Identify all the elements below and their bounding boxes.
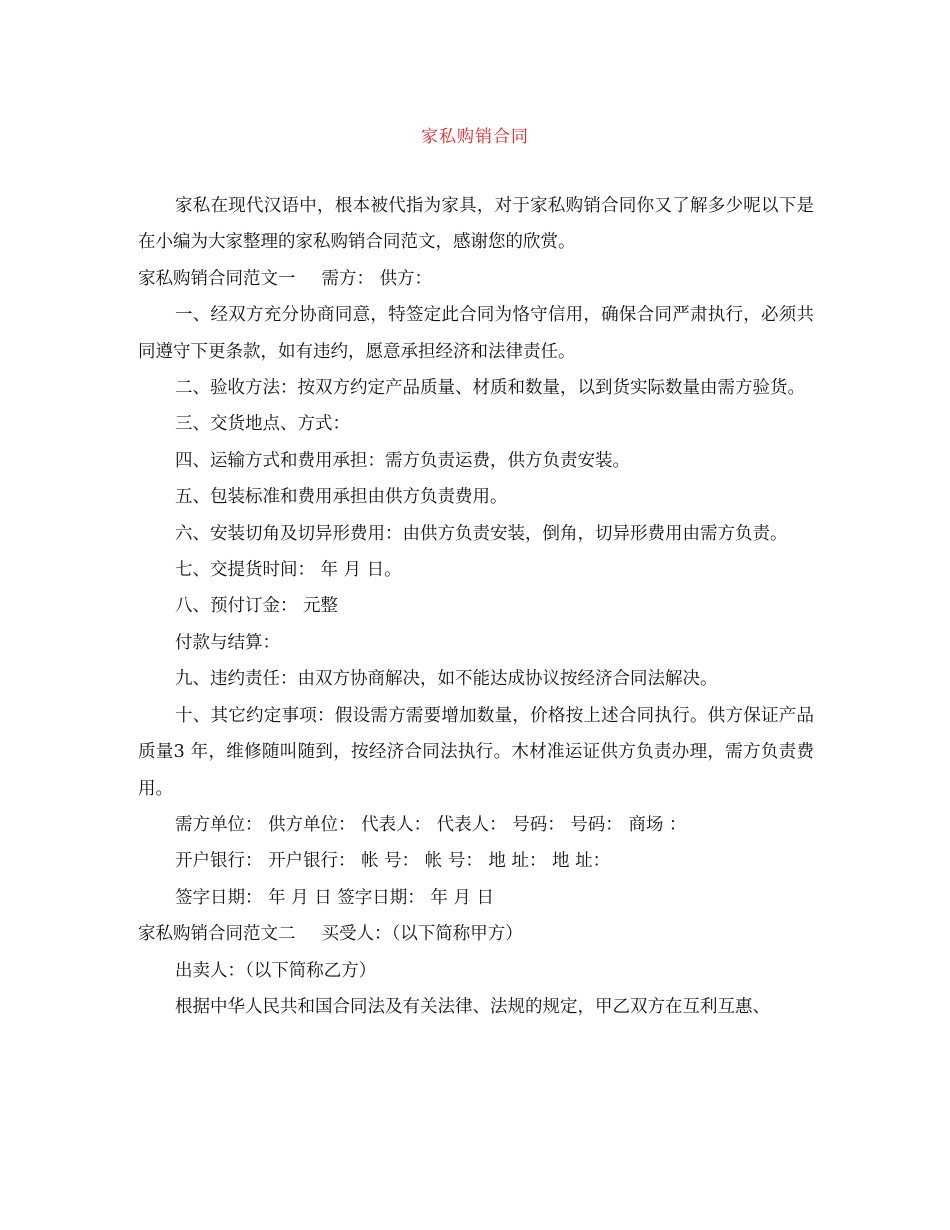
section2-seller: 出卖人：（以下简称乙方） — [175, 960, 377, 981]
signature-units-line: 需方单位： 供方单位： 代表人： 代表人： 号码： 号码： 商场 ： — [175, 814, 687, 835]
clause-2: 二、验收方法：按双方约定产品质量、材质和数量，以到货实际数量由需方验货。 — [175, 378, 805, 399]
clause-10: 十、其它约定事项：假设需方需要增加数量，价格按上述合同执行。供方保证产品质量3 年，维修随叫随到，按经济合同法执行。木材准运证供方负责办理，需方负责费用。 — [138, 705, 814, 799]
payment-line: 付款与结算： — [175, 632, 280, 653]
section2-heading: 家私购销合同范文二 — [138, 924, 296, 945]
clause-8: 八、预付订金： 元整 — [175, 596, 339, 617]
intro-paragraph: 家私在现代汉语中，根本被代指为家具，对于家私购销合同你又了解多少呢以下是在小编为大家整理的家私购销合同范文，感谢您的欣赏。 — [138, 196, 814, 253]
section1-heading: 家私购销合同范文一 — [138, 268, 296, 289]
clause-1: 一、经双方充分协商同意，特签定此合同为恪守信用，确保合同严肃执行，必须共同遵守下更条款，如有违约，愿意承担经济和法律责任。 — [138, 305, 814, 362]
signature-dates-line: 签字日期： 年 月 日 签字日期： 年 月 日 — [175, 887, 494, 908]
section2-heading-line — [138, 916, 814, 952]
clause-3: 三、交货地点、方式： — [175, 414, 350, 435]
section1-parties: 需方： 供方： — [321, 268, 433, 289]
section2-body: 根据中华人民共和国合同法及有关法律、法规的规定，甲乙双方在互利互惠、 — [175, 996, 770, 1017]
document-body — [138, 188, 814, 1025]
clause-7: 七、交提货时间： 年 月 日。 — [175, 560, 402, 581]
clause-6: 六、安装切角及切异形费用：由供方负责安装，倒角，切异形费用由需方负责。 — [175, 523, 788, 544]
section2-buyer: 买受人：（以下简称甲方） — [321, 924, 523, 945]
signature-banks-line: 开户银行： 开户银行： 帐 号： 帐 号： 地 址： 地 址： — [175, 851, 611, 872]
clause-5: 五、包装标准和费用承担由供方负责费用。 — [175, 487, 508, 508]
clause-4: 四、运输方式和费用承担：需方负责运费，供方负责安装。 — [175, 450, 630, 471]
section1-heading-line — [138, 261, 814, 297]
clause-9: 九、违约责任：由双方协商解决，如不能达成协议按经济合同法解决。 — [175, 669, 718, 690]
document-title: 家私购销合同 — [421, 127, 529, 147]
